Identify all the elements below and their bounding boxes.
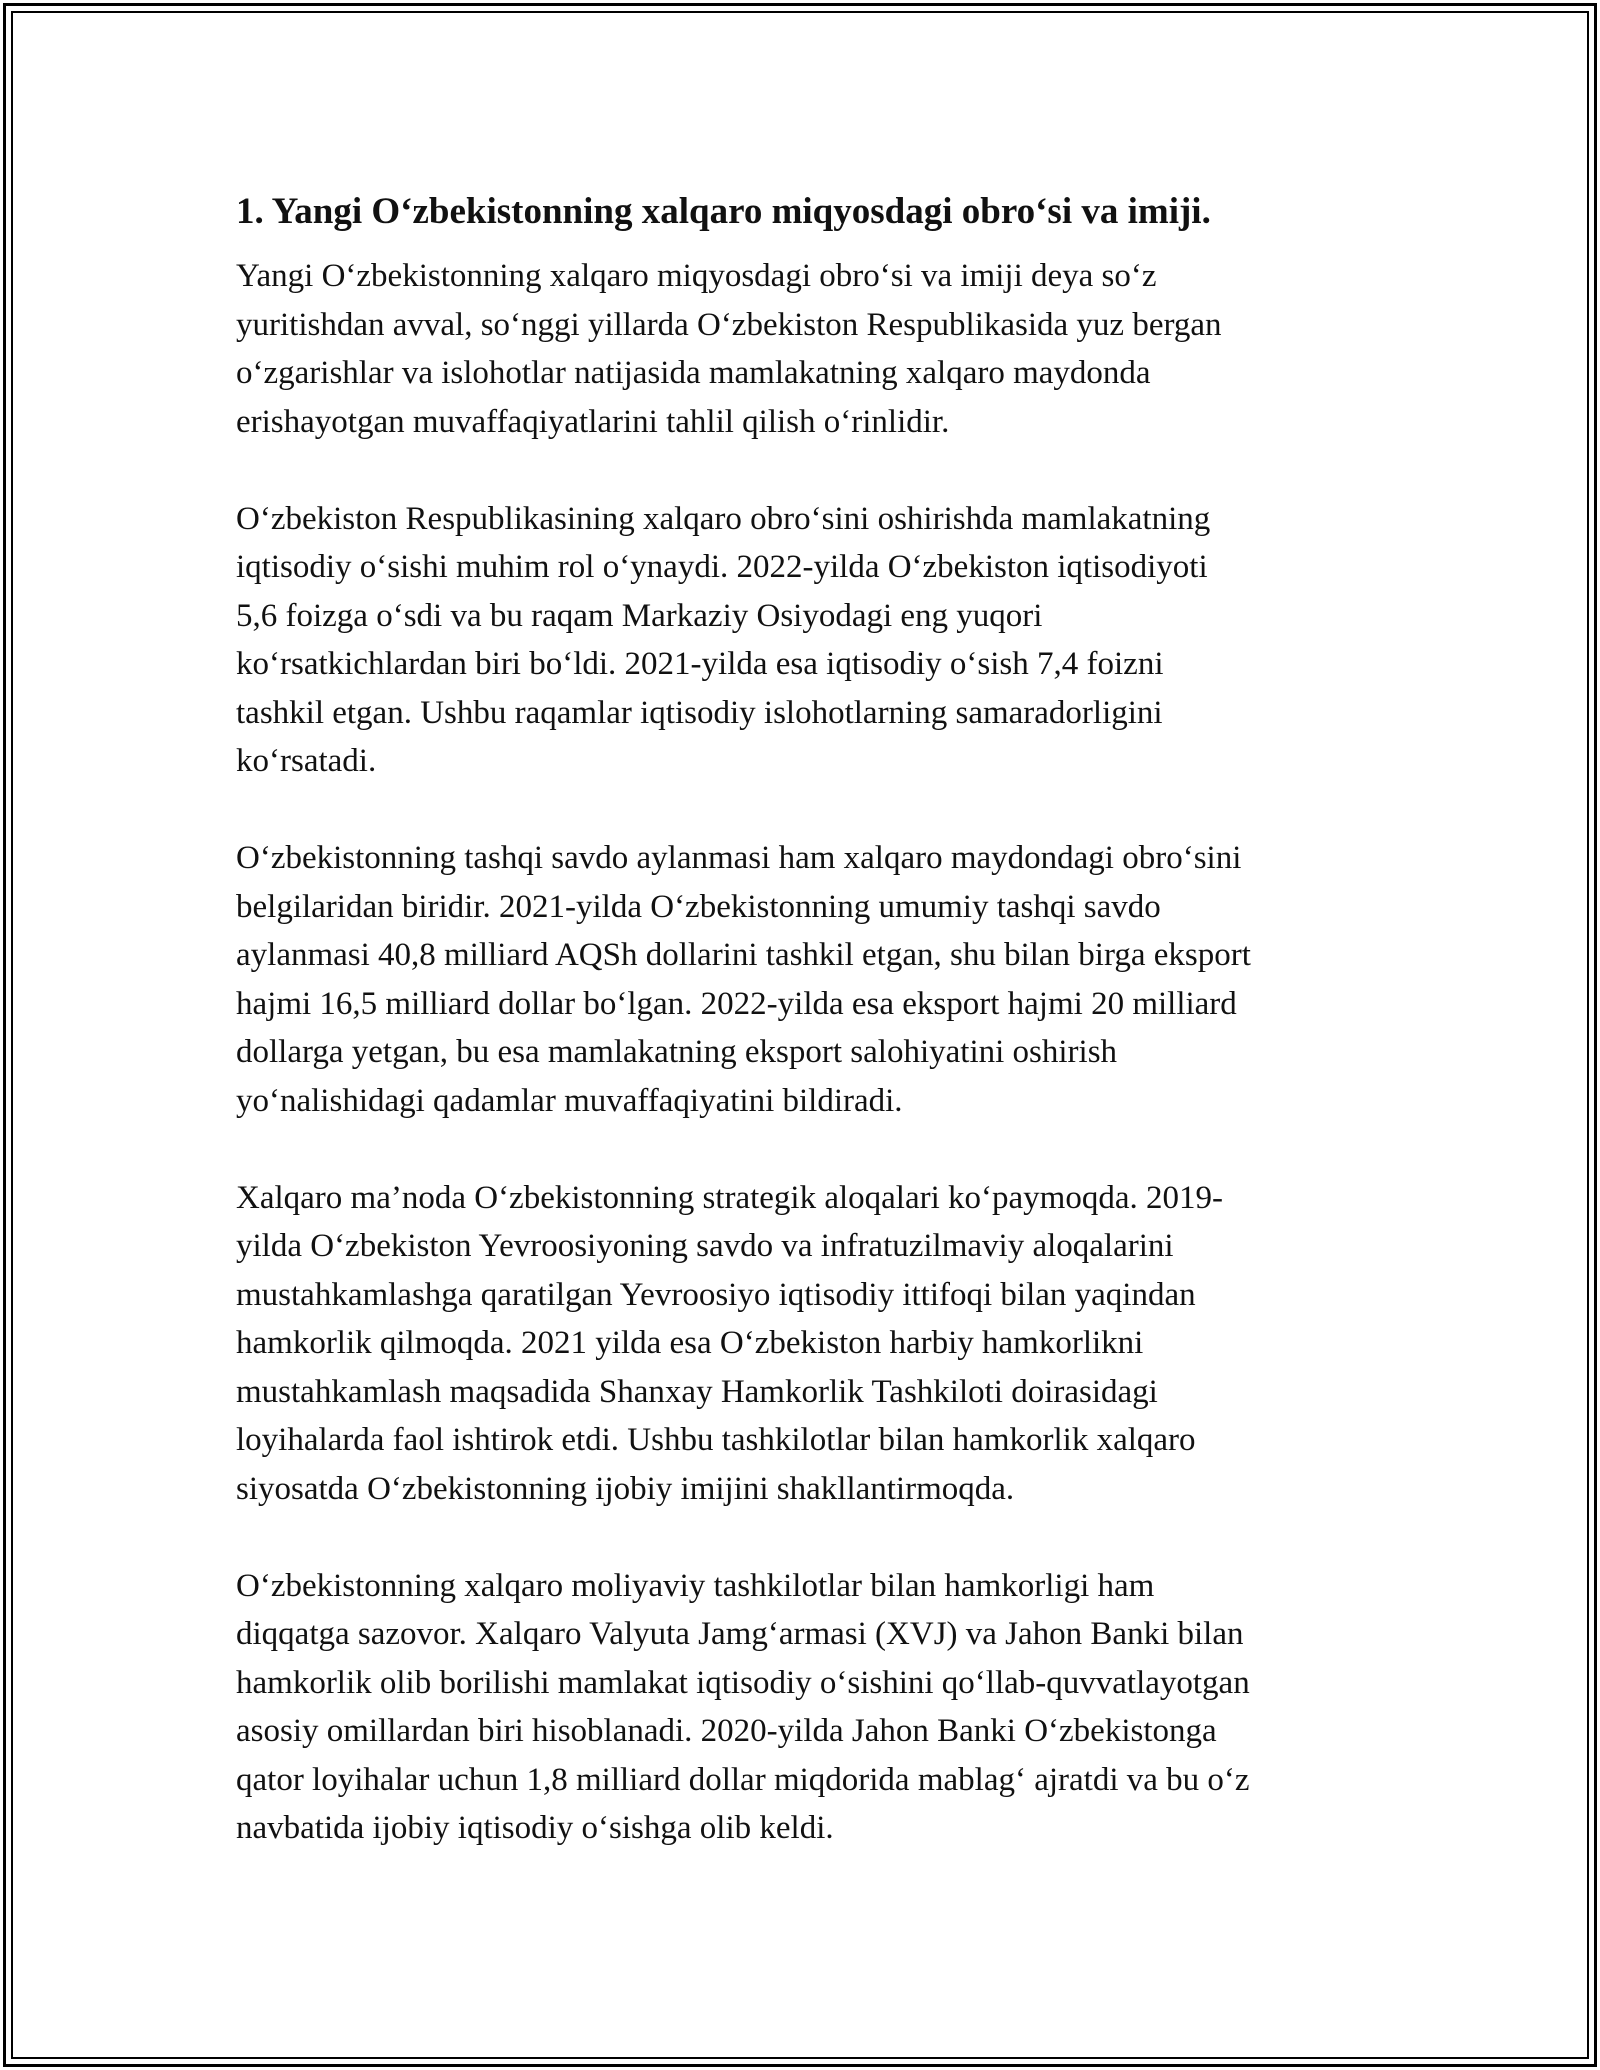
text-line: siyosatda O‘zbekistonning ijobiy imijini shakllantirmoqda. — [236, 1470, 1015, 1507]
text-line: dollarga yetgan, bu esa mamlakatning eksport salohiyatini oshirish — [236, 1034, 1118, 1070]
text-line: mustahkamlashga qaratilgan Yevroosiyo iqtisodiy ittifoqi bilan yaqindan — [236, 1276, 1196, 1313]
paragraph-1 — [236, 252, 1386, 446]
text-line: O‘zbekistonning tashqi savdo aylanmasi ham xalqaro maydondagi obro‘sini — [236, 840, 1242, 876]
text-line: Xalqaro ma’noda O‘zbekistonning strategik aloqalari ko‘paymoqda. 2019- — [236, 1179, 1223, 1216]
text-line: O‘zbekiston Respublikasining xalqaro obro‘sini oshirishda mamlakatning — [236, 500, 1211, 537]
text-line: o‘zgarishlar va islohotlar natijasida mamlakatning xalqaro maydonda — [236, 355, 1151, 391]
text-line: O‘zbekistonning xalqaro moliyaviy tashkilotlar bilan hamkorligi ham — [236, 1567, 1155, 1604]
text-line: asosiy omillardan biri hisoblanadi. 2020-yilda Jahon Banki O‘zbekistonga — [236, 1713, 1217, 1749]
text-line: mustahkamlash maqsadida Shanxay Hamkorlik Tashkiloti doirasidagi — [236, 1373, 1158, 1410]
text-line: belgilaridan biridir. 2021-yilda O‘zbekistonning umumiy tashqi savdo — [236, 888, 1161, 925]
document-body — [236, 188, 1386, 1901]
text-line: qator loyihalar uchun 1,8 milliard dollar miqdorida mablag‘ ajratdi va bu o‘z — [236, 1761, 1250, 1798]
text-line: 5,6 foizga o‘sdi va bu raqam Markaziy Osiyodagi eng yuqori — [236, 597, 1043, 634]
paragraph-2 — [236, 495, 1386, 786]
text-line: tashkil etgan. Ushbu raqamlar iqtisodiy islohotlarning samaradorligini — [236, 694, 1163, 731]
text-line: navbatida ijobiy iqtisodiy o‘sishga olib keldi. — [236, 1810, 834, 1846]
text-line: yilda O‘zbekiston Yevroosiyoning savdo va infratuzilmaviy aloqalarini — [236, 1228, 1174, 1264]
text-line: hajmi 16,5 milliard dollar bo‘lgan. 2022-yilda esa eksport hajmi 20 milliard — [236, 985, 1237, 1022]
paragraph-4 — [236, 1174, 1386, 1514]
text-line: loyihalarda faol ishtirok etdi. Ushbu tashkilotlar bilan hamkorlik xalqaro — [236, 1422, 1196, 1458]
text-line: erishayotgan muvaffaqiyatlarini tahlil qilish o‘rinlidir. — [236, 403, 950, 440]
text-line: yo‘nalishidagi qadamlar muvaffaqiyatini bildiradi. — [236, 1082, 903, 1119]
paragraph-5 — [236, 1562, 1386, 1853]
text-line: iqtisodiy o‘sishi muhim rol o‘ynaydi. 2022-yilda O‘zbekiston iqtisodiyoti — [236, 549, 1208, 585]
text-line: yuritishdan avval, so‘nggi yillarda O‘zbekiston Respublikasida yuz bergan — [236, 306, 1222, 343]
text-line: aylanmasi 40,8 milliard AQSh dollarini tashkil etgan, shu bilan birga eksport — [236, 937, 1251, 973]
text-line: diqqatga sazovor. Xalqaro Valyuta Jamg‘armasi (XVJ) va Jahon Banki bilan — [236, 1616, 1244, 1652]
section-heading: 1. Yangi O‘zbekistonning xalqaro miqyosdagi obro‘si va imiji. — [236, 191, 1211, 232]
paragraph-3 — [236, 834, 1386, 1125]
text-line: ko‘rsatkichlardan biri bo‘ldi. 2021-yilda esa iqtisodiy o‘sish 7,4 foizni — [236, 646, 1164, 682]
text-line: hamkorlik qilmoqda. 2021 yilda esa O‘zbekiston harbiy hamkorlikni — [236, 1325, 1144, 1361]
text-line: hamkorlik olib borilishi mamlakat iqtisodiy o‘sishini qo‘llab-quvvatlayotgan — [236, 1664, 1250, 1701]
text-line: Yangi O‘zbekistonning xalqaro miqyosdagi obro‘si va imiji deya so‘z — [236, 258, 1157, 294]
text-line: ko‘rsatadi. — [236, 743, 377, 779]
